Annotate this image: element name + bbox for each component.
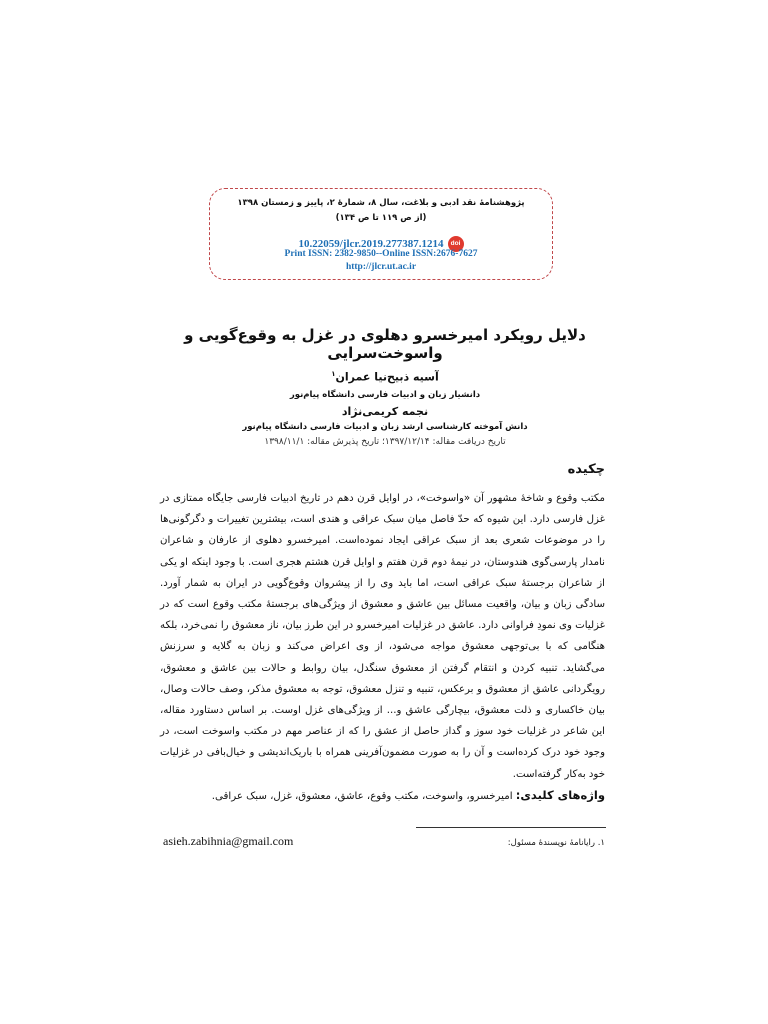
author-2-name: نجمه کریمی‌نژاد (341, 405, 429, 418)
abstract-body: مکتب وقوع و شاخهٔ مشهور آن «واسوخت»، در اوایل قرن دهم در تاریخ ادبیات فارسی جایگاه ممتازی در غزل فارسی دارد. این شیوه که حدّ فاصل میان سبک عراقی و هندی است، بیشترین تغییرات و دگرگونی‌ها را در موضوعات شعری بعد از سبک عراقی ایجاد نموده‌است. امیرخسرو دهلوی از عارفان و شاعران نامدار پارسی‌گوی هندوستان، در نیمهٔ دوم قرن هفتم و اوایل قرن هشتم هجری است. با وجود اینکه او یکی از شاعران برجستهٔ سبک عراقی است، اما باید وی را از پیشروان وقوع‌گویی در ایران به شمار آورد. سادگی زبان و بیان، واقعیت مسائل بین عاشق و معشوق از ویژگی‌های برجستهٔ مکتب وقوع است که در غزلیات وی نمودِ فراوانی دارد. عاشق در غزلیات امیرخسرو در این طرز بیان، ناز معشوق را نمی‌خرد، بلکه هنگامی که با بی‌توجهی معشوق مواجه می‌شود، از وی اعراض می‌کند و زبان به گلایه و سرزنش می‌گشاید. تنبیه کردن و انتقام گرفتن از معشوق سنگدل، بیان روابط و حالات بین عاشق و معشوق، رویگردانی عاشق از معشوق و برعکس، تنبیه و تنزل معشوق، توجه به معشوق مذکر، وصف حالات وصال، بیان خاکساری و ذلت معشوق، بیچارگی عاشق و... از ویژگی‌های غزل اوست. بر اساس دستاورد مقاله، این شاعر در غزلیات خود سوز و گداز حاصل از عشق را که از عناصر مهم در مکتب واسوخت است، در وجود خود درک کرده‌است و آن را به صورت مضمون‌آفرینی همراه با باریک‌اندیشی و خیال‌بافی در غزلیات خود به‌کار گرفته‌است. (160, 493, 605, 780)
author-email[interactable]: asieh.zabihnia@gmail.com (163, 834, 294, 848)
author-1-affiliation: دانشیار زبان و ادبیات فارسی دانشگاه پیام‌نور (289, 390, 481, 400)
doi-icon: doi (448, 236, 464, 252)
footnote-text: ۱. رایانامهٔ نویسندهٔ مسئول: (507, 838, 605, 848)
doi-link[interactable]: 10.22059/jlcr.2019.277387.1214 (298, 238, 444, 250)
footnote-divider (416, 827, 606, 828)
journal-pages-line: (از ص ۱۱۹ تا ص ۱۳۴) (335, 213, 427, 223)
keywords-text: امیرخسرو، واسوخت، مکتب وقوع، عاشق، معشوق، غزل، سبک عراقی. (211, 791, 513, 802)
keywords-label: واژه‌های کلیدی: (515, 788, 605, 802)
journal-issue-line: پژوهشنامهٔ نقد ادبی و بلاغت، سال ۸، شمارهٔ ۲، پاییز و زمستان ۱۳۹۸ (237, 198, 525, 208)
keywords (160, 788, 605, 802)
author-1 (150, 370, 620, 384)
journal-site-link[interactable]: http://jlcr.ut.ac.ir (345, 262, 417, 272)
abstract-heading: چکیده (567, 462, 605, 477)
journal-info-box (209, 188, 553, 280)
issn-line: Print ISSN: 2382-9850--Online ISSN:2676-7627 (284, 249, 478, 259)
author-1-name: آسیه ذبیح‌نیا عمران (335, 370, 439, 384)
author-2-affiliation: دانش آموخته کارشناسی ارشد زبان و ادبیات فارسی دانشگاه پیام‌نور (242, 422, 528, 432)
submission-dates: تاریخ دریافت مقاله: ۱۳۹۷/۱۲/۱۴؛ تاریخ پذیرش مقاله: ۱۳۹۸/۱۱/۱ (264, 437, 506, 447)
author-1-footnote-mark: ۱ (331, 370, 336, 378)
paper-title: دلایل رویکرد امیرخسرو دهلوی در غزل به وقوع‌گویی و واسوخت‌سرایی (184, 326, 586, 362)
